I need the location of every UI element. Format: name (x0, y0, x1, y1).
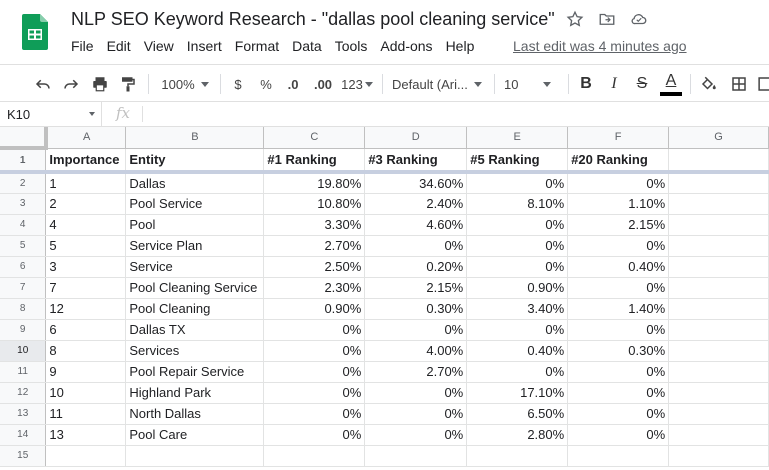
table-cell[interactable]: 19.80% (264, 172, 365, 193)
function-icon: fx (116, 104, 131, 122)
table-cell[interactable]: 11 (46, 403, 126, 424)
table-row (0, 235, 769, 256)
chevron-down-icon (201, 82, 209, 87)
row-number[interactable]: 4 (0, 214, 46, 235)
table-cell[interactable]: 3.30% (264, 214, 365, 235)
table-cell[interactable] (669, 277, 769, 298)
chevron-down-icon (365, 82, 373, 87)
increase-decimal-button[interactable] (310, 65, 336, 103)
table-row (0, 298, 769, 319)
column-header-a[interactable]: A (46, 127, 126, 148)
chevron-down-icon (543, 82, 551, 87)
table-cell[interactable]: 0% (365, 235, 467, 256)
table-cell[interactable]: Service (126, 256, 264, 277)
table-cell[interactable] (568, 445, 669, 466)
row-number[interactable]: 13 (0, 403, 46, 424)
merge-cells-icon[interactable] (756, 65, 769, 103)
table-cell[interactable]: 2.40% (365, 193, 467, 214)
table-cell[interactable]: 0.20% (365, 256, 467, 277)
table-cell[interactable]: 9 (46, 361, 126, 382)
row-number[interactable]: 2 (0, 172, 46, 193)
font-family-select[interactable] (392, 65, 488, 103)
table-cell[interactable]: Pool Repair Service (126, 361, 264, 382)
table-cell[interactable]: 2.70% (264, 235, 365, 256)
table-cell[interactable]: 2.15% (568, 214, 669, 235)
menu-bar (71, 38, 487, 54)
row-number[interactable]: 5 (0, 235, 46, 256)
text-color-swatch (660, 92, 682, 96)
header-cell[interactable]: Entity (126, 148, 264, 172)
row-number[interactable]: 8 (0, 298, 46, 319)
table-cell[interactable]: 1 (46, 172, 126, 193)
table-cell[interactable]: Pool (126, 214, 264, 235)
table-cell[interactable] (126, 445, 264, 466)
title-bar (0, 0, 769, 64)
table-cell[interactable] (467, 445, 568, 466)
table-cell[interactable]: 6 (46, 319, 126, 340)
column-header-f[interactable]: F (568, 127, 669, 148)
table-row (0, 424, 769, 445)
row-number[interactable]: 9 (0, 319, 46, 340)
table-row (0, 382, 769, 403)
table-cell[interactable]: 2.70% (365, 361, 467, 382)
table-cell[interactable]: 0% (568, 424, 669, 445)
move-folder-icon[interactable] (598, 10, 616, 28)
table-cell[interactable]: 17.10% (467, 382, 568, 403)
menu-data[interactable]: Data (292, 38, 322, 54)
table-cell[interactable] (669, 235, 769, 256)
document-title[interactable]: NLP SEO Keyword Research - "dallas pool cleaning service" (71, 9, 555, 29)
table-cell[interactable]: 0% (264, 361, 365, 382)
table-cell[interactable]: 0% (568, 172, 669, 193)
menu-addons[interactable]: Add-ons (380, 38, 433, 54)
table-cell[interactable]: 0% (467, 172, 568, 193)
star-icon[interactable] (566, 10, 584, 28)
text-color-label: A (665, 71, 677, 89)
table-row (0, 403, 769, 424)
table-cell[interactable] (365, 445, 467, 466)
row-number[interactable]: 12 (0, 382, 46, 403)
table-cell[interactable]: 0.90% (264, 298, 365, 319)
table-cell[interactable] (669, 445, 769, 466)
table-header-row (0, 148, 769, 172)
table-cell[interactable]: Pool Cleaning (126, 298, 264, 319)
select-all-corner[interactable] (0, 127, 46, 148)
table-row (0, 361, 769, 382)
table-cell[interactable]: 0% (467, 319, 568, 340)
table-cell[interactable]: 2.30% (264, 277, 365, 298)
table-cell[interactable]: 10.80% (264, 193, 365, 214)
percent-format-button[interactable]: % (260, 76, 272, 92)
table-row (0, 445, 769, 466)
table-cell[interactable]: 13 (46, 424, 126, 445)
table-cell[interactable] (669, 319, 769, 340)
table-cell[interactable]: Dallas (126, 172, 264, 193)
menu-view[interactable]: View (143, 38, 174, 54)
table-cell[interactable]: 0% (568, 319, 669, 340)
table-cell[interactable]: 1.10% (568, 193, 669, 214)
table-row (0, 193, 769, 214)
table-cell[interactable]: Services (126, 340, 264, 361)
more-formats-select[interactable] (340, 65, 374, 103)
table-cell[interactable]: 8.10% (467, 193, 568, 214)
row-number[interactable]: 15 (0, 445, 46, 466)
table-cell[interactable] (669, 214, 769, 235)
bold-button[interactable]: B (580, 75, 592, 92)
formula-bar (0, 102, 769, 127)
table-row (0, 214, 769, 235)
formula-input[interactable] (150, 102, 760, 126)
table-cell[interactable]: 0% (568, 277, 669, 298)
header-cell[interactable]: #1 Ranking (264, 148, 365, 172)
table-cell[interactable]: 3.40% (467, 298, 568, 319)
row-number[interactable]: 10 (0, 340, 46, 361)
toolbar (0, 64, 769, 102)
table-cell[interactable] (669, 424, 769, 445)
column-header-b[interactable]: B (126, 127, 264, 148)
table-cell[interactable]: Pool Service (126, 193, 264, 214)
table-row (0, 340, 769, 361)
increase-decimal-label: .00 (313, 76, 333, 92)
table-cell[interactable]: 0% (365, 403, 467, 424)
table-cell[interactable] (669, 361, 769, 382)
table-cell[interactable]: 5 (46, 235, 126, 256)
spreadsheet-grid (0, 127, 769, 470)
table-cell[interactable]: North Dallas (126, 403, 264, 424)
more-formats-label: 123 (341, 76, 363, 92)
table-cell[interactable]: 7 (46, 277, 126, 298)
table-cell[interactable]: 0.40% (568, 256, 669, 277)
font-family-value: Default (Ari... (392, 76, 468, 92)
cloud-status-icon[interactable] (630, 10, 648, 28)
header-cell[interactable] (669, 148, 769, 172)
table-cell[interactable]: Pool Cleaning Service (126, 277, 264, 298)
table-cell[interactable]: 2.80% (467, 424, 568, 445)
menu-insert[interactable]: Insert (186, 38, 222, 54)
table-cell[interactable]: Highland Park (126, 382, 264, 403)
table-cell[interactable]: Service Plan (126, 235, 264, 256)
table-cell[interactable]: 4.60% (365, 214, 467, 235)
table-cell[interactable]: 0% (568, 403, 669, 424)
table-cell[interactable]: 0% (568, 382, 669, 403)
table-cell[interactable]: 0% (568, 361, 669, 382)
table-cell[interactable]: 1.40% (568, 298, 669, 319)
table-cell[interactable]: 0% (264, 382, 365, 403)
table-cell[interactable]: 2 (46, 193, 126, 214)
last-edit-link[interactable]: Last edit was 4 minutes ago (513, 38, 687, 54)
menu-format[interactable]: Format (234, 38, 280, 54)
undo-icon[interactable] (32, 65, 54, 103)
table-cell[interactable]: 34.60% (365, 172, 467, 193)
row-number[interactable]: 6 (0, 256, 46, 277)
currency-format-button[interactable]: $ (234, 76, 242, 92)
table-row (0, 319, 769, 340)
table-cell[interactable]: 0% (467, 235, 568, 256)
table-cell[interactable]: 0% (467, 256, 568, 277)
print-icon[interactable] (89, 65, 111, 103)
table-cell[interactable]: 0.40% (467, 340, 568, 361)
table-cell[interactable]: 0% (568, 235, 669, 256)
table-cell[interactable]: 0% (264, 424, 365, 445)
table-cell[interactable]: 4 (46, 214, 126, 235)
table-cell[interactable]: 0% (264, 319, 365, 340)
table-cell[interactable]: Dallas TX (126, 319, 264, 340)
zoom-value: 100% (161, 76, 195, 92)
table-cell[interactable] (669, 256, 769, 277)
table-cell[interactable]: 0% (264, 403, 365, 424)
column-header-c[interactable]: C (264, 127, 365, 148)
font-size-value: 10 (504, 76, 519, 92)
chevron-down-icon (89, 112, 95, 116)
redo-icon[interactable] (60, 65, 82, 103)
table-cell[interactable] (669, 382, 769, 403)
table-cell[interactable] (46, 445, 126, 466)
table-cell[interactable] (669, 193, 769, 214)
table-cell[interactable]: 3 (46, 256, 126, 277)
table-cell[interactable] (669, 298, 769, 319)
menu-tools[interactable]: Tools (334, 38, 368, 54)
table-cell[interactable]: 0% (467, 214, 568, 235)
row-number[interactable]: 1 (0, 148, 46, 172)
row-number[interactable]: 11 (0, 361, 46, 382)
menu-help[interactable]: Help (445, 38, 475, 54)
table-cell[interactable] (669, 172, 769, 193)
table-cell[interactable]: 0.30% (568, 340, 669, 361)
row-number[interactable]: 7 (0, 277, 46, 298)
row-number[interactable]: 3 (0, 193, 46, 214)
table-row (0, 172, 769, 193)
table-cell[interactable] (669, 340, 769, 361)
table-cell[interactable]: Pool Care (126, 424, 264, 445)
menu-edit[interactable]: Edit (106, 38, 131, 54)
table-cell[interactable]: 0.30% (365, 298, 467, 319)
table-cell[interactable] (669, 403, 769, 424)
table-cell[interactable]: 10 (46, 382, 126, 403)
chevron-down-icon (474, 82, 482, 87)
table-row (0, 277, 769, 298)
zoom-select[interactable] (156, 65, 214, 103)
table-cell[interactable]: 0% (264, 340, 365, 361)
column-header-g[interactable]: G (669, 127, 769, 148)
cell-reference: K10 (7, 107, 31, 122)
font-size-select[interactable] (504, 65, 562, 103)
table-row (0, 256, 769, 277)
table-cell[interactable]: 0% (365, 319, 467, 340)
table-cell[interactable]: 0.90% (467, 277, 568, 298)
table-cell[interactable]: 12 (46, 298, 126, 319)
header-cell[interactable]: #3 Ranking (365, 148, 467, 172)
table-cell[interactable] (264, 445, 365, 466)
table-cell[interactable]: 2.50% (264, 256, 365, 277)
table-cell[interactable]: 0% (365, 424, 467, 445)
decrease-decimal-label: .0 (287, 76, 299, 92)
table-cell[interactable]: 2.15% (365, 277, 467, 298)
row-number[interactable]: 14 (0, 424, 46, 445)
menu-file[interactable]: File (71, 38, 94, 54)
column-header-e[interactable]: E (467, 127, 568, 148)
sheet-table (0, 127, 769, 467)
table-cell[interactable]: 4.00% (365, 340, 467, 361)
decrease-decimal-button[interactable] (282, 65, 304, 103)
table-cell[interactable]: 0% (467, 361, 568, 382)
header-cell[interactable]: #5 Ranking (467, 148, 568, 172)
column-header-d[interactable]: D (365, 127, 467, 148)
fill-color-icon[interactable] (698, 65, 720, 103)
header-cell[interactable]: Importance (46, 148, 126, 172)
header-cell[interactable]: #20 Ranking (568, 148, 669, 172)
name-box[interactable] (0, 102, 102, 126)
text-color-button[interactable] (659, 65, 683, 103)
italic-button[interactable]: I (611, 75, 617, 92)
sheets-logo-icon[interactable] (22, 14, 48, 50)
table-cell[interactable]: 0% (365, 382, 467, 403)
table-cell[interactable]: 8 (46, 340, 126, 361)
table-cell[interactable]: 6.50% (467, 403, 568, 424)
borders-icon[interactable] (728, 65, 750, 103)
paint-format-icon[interactable] (117, 65, 139, 103)
strikethrough-button[interactable]: S (636, 75, 648, 92)
